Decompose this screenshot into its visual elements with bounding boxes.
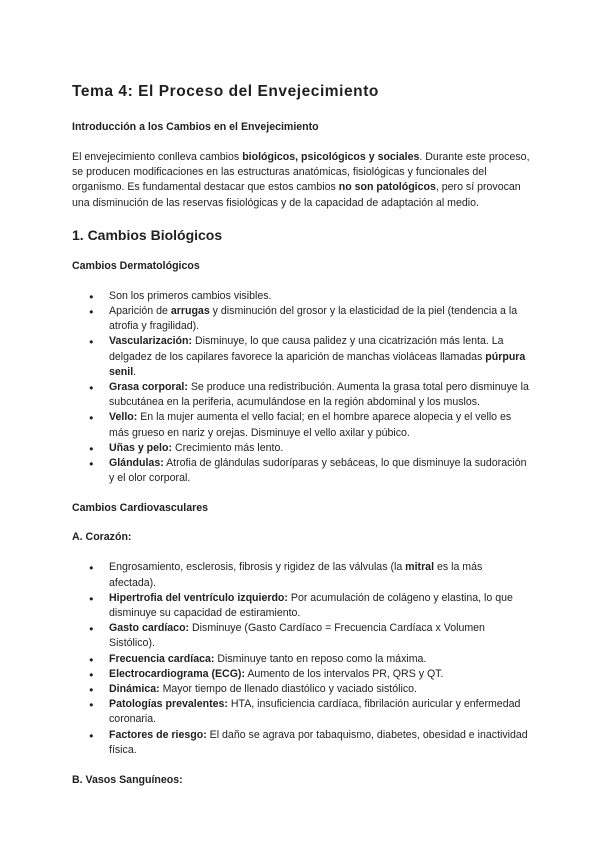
list-item: ● Hipertrofia del ventrículo izquierdo: Por acumulación de colágeno y elastina, lo que disminuye su capacidad de estiramiento.: [109, 591, 530, 621]
list-item: ● Uñas y pelo: Crecimiento más lento.: [109, 441, 530, 456]
intro-bold-2: no son patológicos: [338, 181, 436, 194]
subheading-vasos-sanguineos: B. Vasos Sanguíneos:: [72, 774, 183, 787]
list-item: ● Engrosamiento, esclerosis, fibrosis y rigidez de las válvulas (la mitral es la más afectada).: [109, 560, 530, 590]
list-item: ● Aparición de arrugas y disminución del grosor y la elasticidad de la piel (tendencia a la atrofia y fragilidad).: [109, 304, 530, 334]
intro-paragraph: [72, 150, 530, 211]
intro-text-3: , pero sí provocan una disminución de las reservas fisiológicas y de la capacidad de adaptación al medio.: [72, 181, 521, 209]
list-item: ● Dinámica: Mayor tiempo de llenado diastólico y vaciado sistólico.: [109, 682, 530, 697]
intro-text-1: El envejecimiento conlleva cambios: [72, 151, 243, 163]
subheading-corazon: A. Corazón:: [72, 531, 132, 544]
intro-heading: Introducción a los Cambios en el Envejecimiento: [72, 121, 319, 133]
document-page: [72, 83, 530, 803]
list-item: ● Patologías prevalentes: HTA, insuficiencia cardíaca, fibrilación auricular y enfermedad coronaria.: [109, 697, 530, 727]
list-item: ● Frecuencia cardíaca: Disminuye tanto en reposo como la máxima.: [109, 652, 530, 667]
section-title-biologicos: 1. Cambios Biológicos: [72, 226, 223, 243]
list-item: ● Gasto cardíaco: Disminuye (Gasto Cardíaco = Frecuencia Cardíaca x Volumen Sistólico).: [109, 621, 530, 651]
subheading-cardiovasculares: Cambios Cardiovasculares: [72, 502, 209, 515]
list-item: ● Electrocardiograma (ECG): Aumento de los intervalos PR, QRS y QT.: [109, 667, 530, 682]
list-item: ● Vello: En la mujer aumenta el vello facial; en el hombre aparece alopecia y el vello es más grueso en nariz y orejas. Disminuye el vello axilar y púbico.: [109, 410, 530, 440]
intro-bold-1: biológicos, psicológicos y sociales: [242, 151, 420, 163]
intro-text-2: . Durante este proceso, se producen modificaciones en las estructuras anatómicas, fisiológicas y funcionales del organismo. Es fundamental destacar que estos cambios: [72, 151, 530, 194]
list-item: ● Son los primeros cambios visibles.: [109, 289, 530, 304]
list-item: ● Grasa corporal: Se produce una redistribución. Aumenta la grasa total pero disminuye la subcutánea en la periferia, acumulándose en la región abdominal y los muslos.: [109, 380, 530, 410]
list-item: ● Factores de riesgo: El daño se agrava por tabaquismo, diabetes, obesidad e inactividad física.: [109, 728, 530, 758]
corazon-list: [72, 560, 530, 758]
dermatologicos-list: [72, 289, 530, 487]
list-item: ● Vascularización: Disminuye, lo que causa palidez y una cicatrización más lenta. La delgadez de los capilares favorece la aparición de manchas violáceas llamadas púrpura senil.: [109, 334, 530, 380]
list-item: ● Glándulas: Atrofia de glándulas sudoríparas y sebáceas, lo que disminuye la sudoración y el olor corporal.: [109, 456, 530, 486]
subheading-dermatologicos: Cambios Dermatológicos: [72, 259, 200, 272]
page-title: Tema 4: El Proceso del Envejecimiento: [72, 83, 379, 100]
